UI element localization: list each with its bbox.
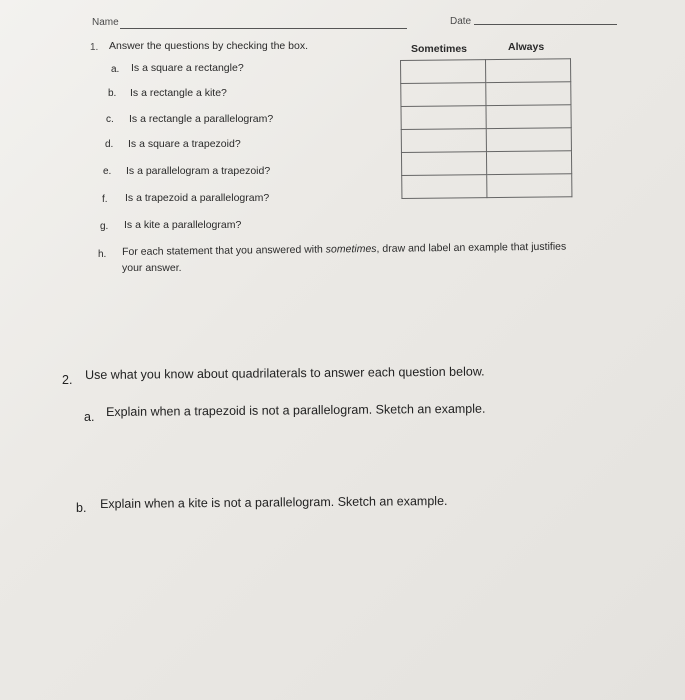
column-header-always: Always [508,41,545,53]
grid-row-f [402,174,572,199]
date-line [474,24,617,25]
item-h-letter: h. [98,249,107,260]
q2b-text: Explain when a kite is not a parallelogram. Sketch an example. [100,493,448,511]
item-f-letter: f. [102,194,108,205]
grid-row-d [401,128,571,153]
date-label: Date [450,16,472,27]
always-box[interactable] [486,128,571,152]
grid-row-a [401,59,571,84]
item-c-text: Is a rectangle a parallelogram? [129,113,274,125]
name-line [120,28,407,29]
item-a-text: Is a square a rectangle? [131,62,244,74]
item-c-letter: c. [106,114,114,125]
sometimes-box[interactable] [401,152,486,176]
item-e-letter: e. [103,166,112,177]
sometimes-box[interactable] [401,106,486,130]
column-header-sometimes: Sometimes [411,43,468,55]
item-b-letter: b. [108,88,117,99]
item-g-text: Is a kite a parallelogram? [124,219,242,231]
always-box[interactable] [487,174,572,198]
q2-prompt: Use what you know about quadrilaterals to answer each question below. [85,364,485,382]
item-h-text-pre: For each statement that you answered with [122,243,326,258]
item-a-letter: a. [111,64,120,75]
grid-row-e [401,151,571,176]
grid-row-c [401,105,571,130]
sometimes-box[interactable] [401,129,486,153]
always-box[interactable] [486,59,571,83]
item-h-text-line2: your answer. [122,262,182,274]
q2-number: 2. [62,373,73,387]
answer-grid [400,58,572,199]
q1-number: 1. [90,42,99,53]
item-h-text-post: , draw and label an example that justifies [376,240,567,255]
always-box[interactable] [486,82,571,106]
name-label: Name [92,17,119,28]
item-b-text: Is a rectangle a kite? [130,87,227,99]
item-d-text: Is a square a trapezoid? [128,138,241,150]
item-h-text-em: sometimes [325,242,377,256]
grid-row-b [401,82,571,107]
item-g-letter: g. [100,221,109,232]
sometimes-box[interactable] [401,83,486,107]
sometimes-box[interactable] [402,175,487,199]
item-d-letter: d. [105,139,114,150]
always-box[interactable] [486,151,571,175]
q2a-letter: a. [84,410,95,424]
q2b-letter: b. [76,501,87,515]
item-e-text: Is a parallelogram a trapezoid? [126,165,271,177]
sometimes-box[interactable] [401,60,486,84]
item-f-text: Is a trapezoid a parallelogram? [125,192,270,204]
item-h-text [122,241,566,258]
always-box[interactable] [486,105,571,129]
q2a-text: Explain when a trapezoid is not a parallelogram. Sketch an example. [106,401,486,419]
q1-prompt: Answer the questions by checking the box. [109,40,309,52]
